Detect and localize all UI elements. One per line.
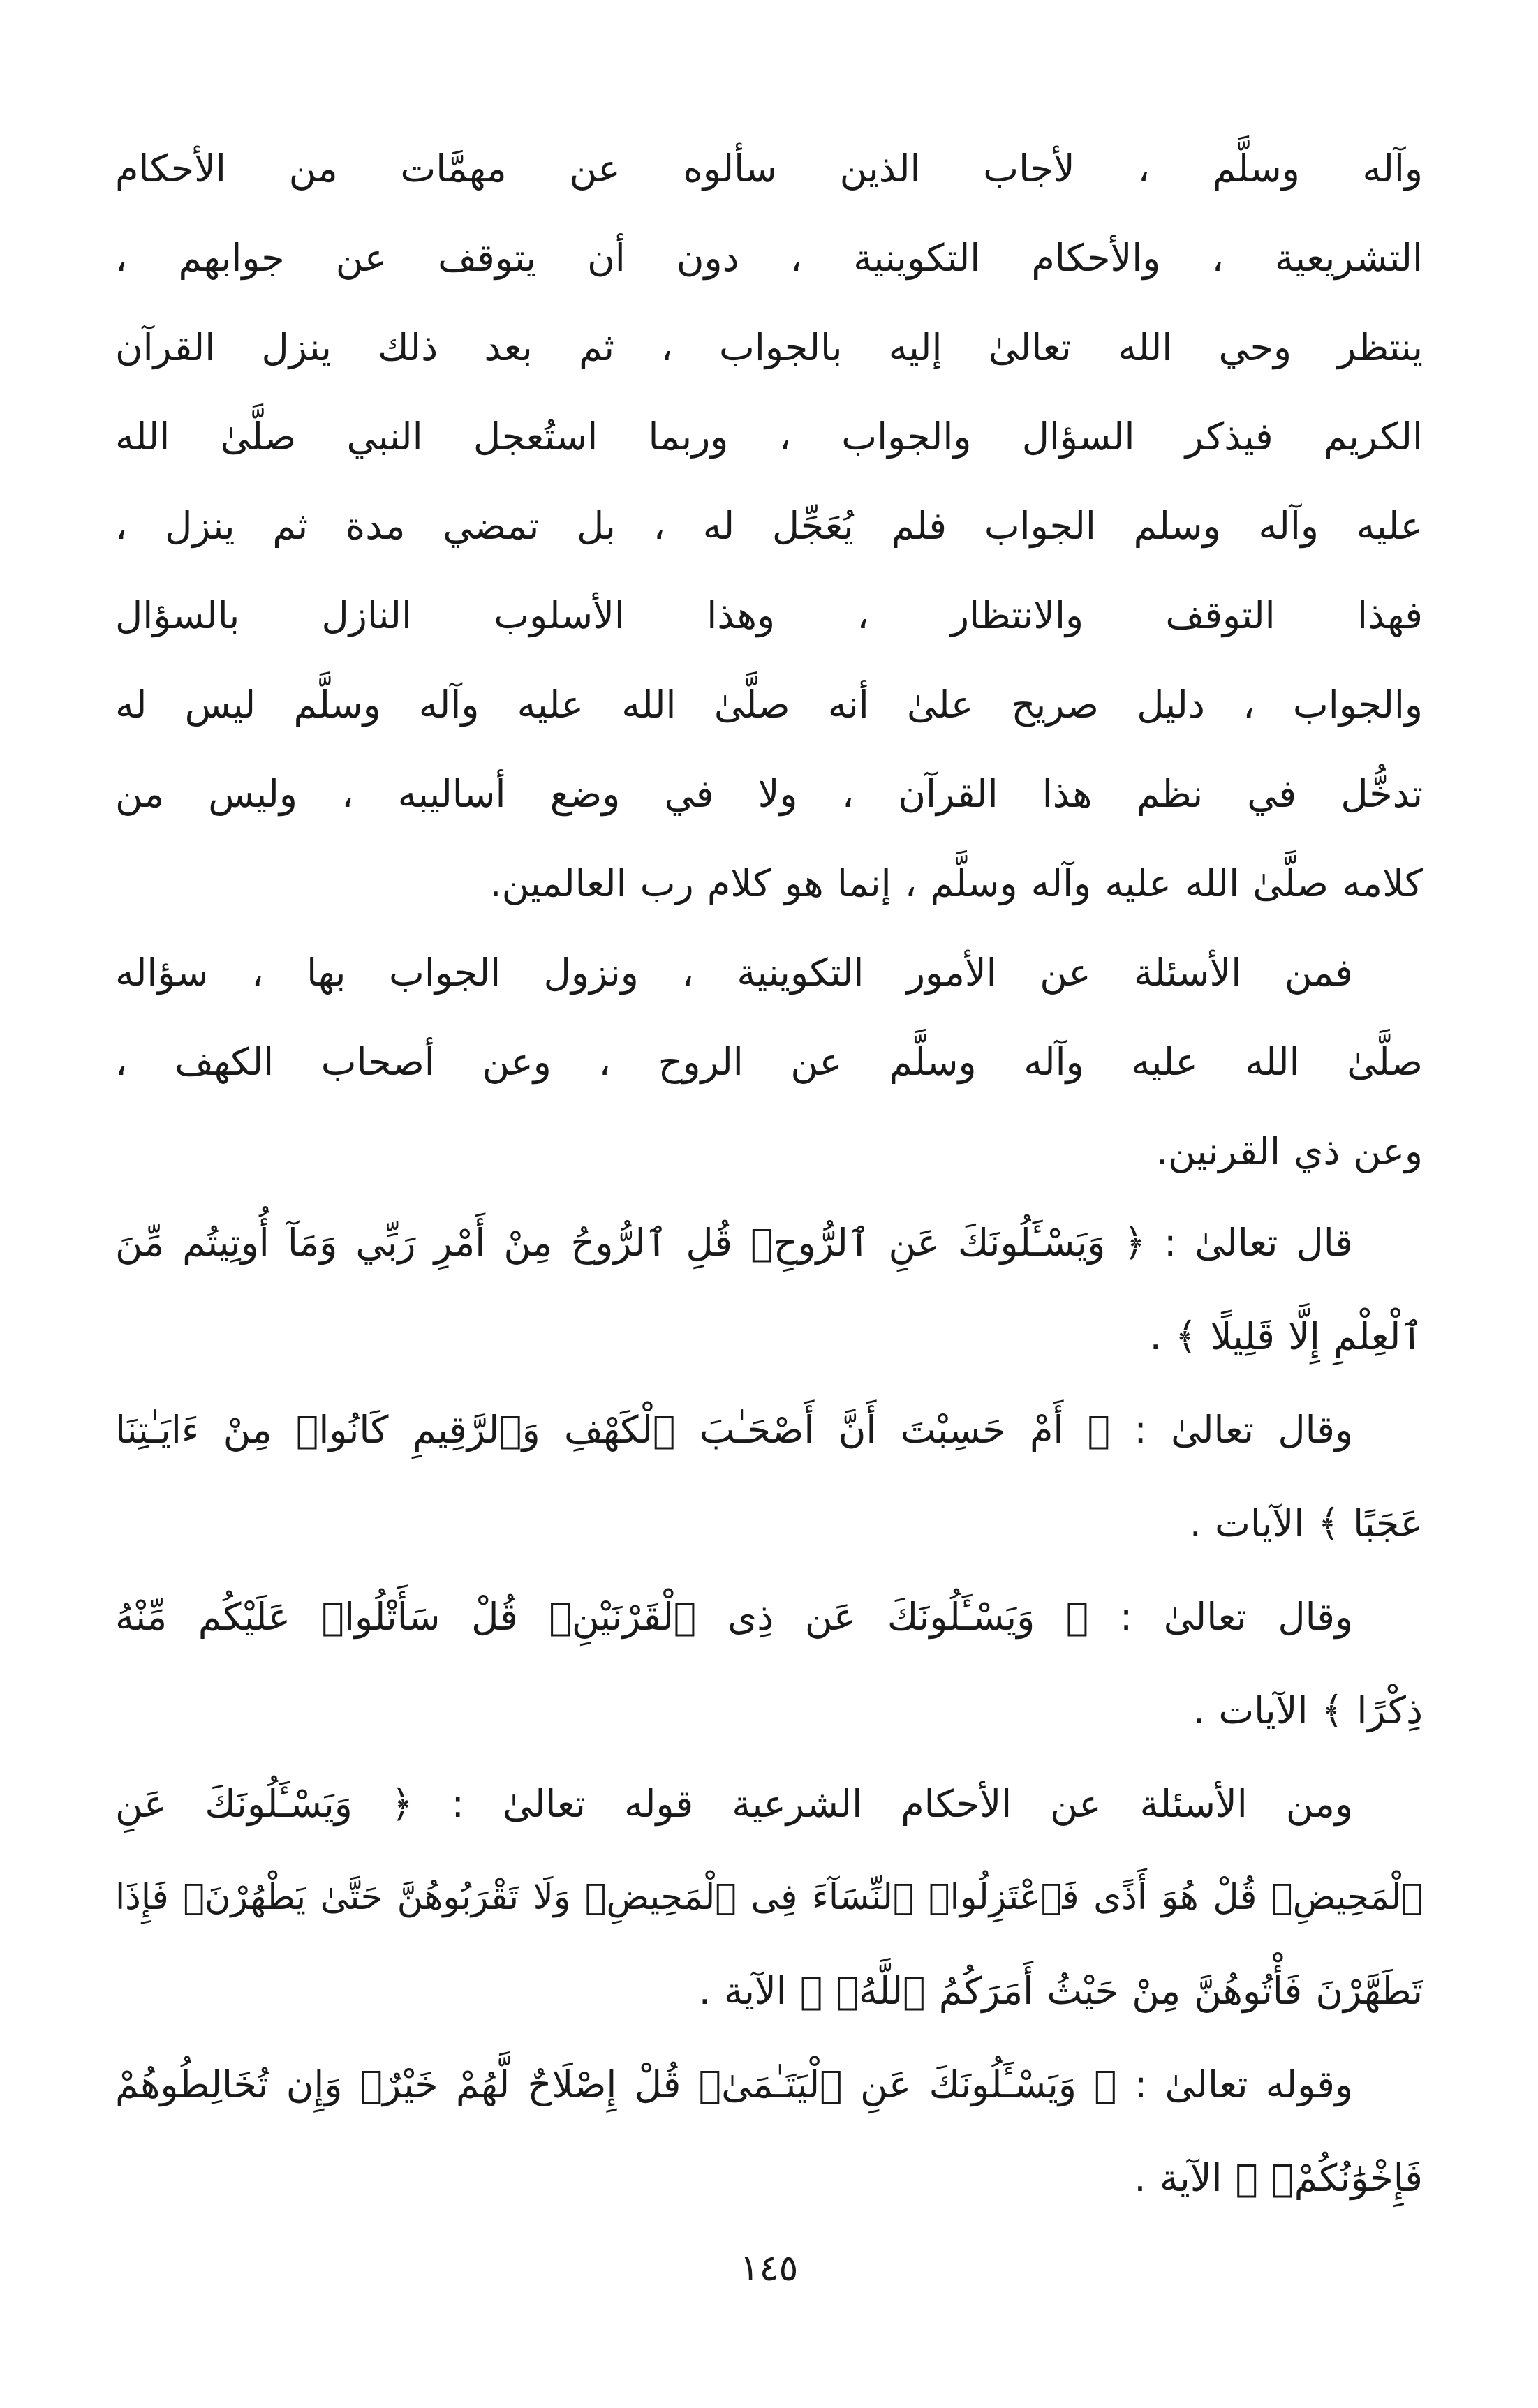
text-line: ينتظر وحي الله تعالىٰ إليه بالجواب ، ثم بعد ذلك ينزل القرآن bbox=[115, 325, 1423, 369]
text-line: وقوله تعالىٰ : ﴿ وَيَسْـَٔلُونَكَ عَنِ ٱلْيَتَـٰمَىٰۖ قُلْ إِصْلَاحٌ لَّهُمْ خَيْرٌۖ وَإِن تُخَالِطُوهُمْ bbox=[115, 2063, 1353, 2106]
text-line: عليه وآله وسلم الجواب فلم يُعَجِّل له ، بل تمضي مدة ثم ينزل ، bbox=[115, 504, 1423, 548]
paragraph bbox=[115, 928, 1423, 1196]
quran-quote-paragraph bbox=[115, 1196, 1423, 1383]
text-line: والجواب ، دليل صريح علىٰ أنه صلَّىٰ الله عليه وآله وسلَّم ليس له bbox=[115, 683, 1423, 727]
text-line: تدخُّل في نظم هذا القرآن ، ولا في وضع أساليبه ، وليس من bbox=[115, 772, 1423, 816]
page-number: ١٤٥ bbox=[739, 2247, 799, 2289]
text-line: فهذا التوقف والانتظار ، وهذا الأسلوب النازل بالسؤال bbox=[115, 593, 1423, 637]
text-line: ٱلْعِلْمِ إِلَّا قَلِيلًا ﴾ . bbox=[1149, 1314, 1423, 1358]
text-line: صلَّىٰ الله عليه وآله وسلَّم عن الروح ، وعن أصحاب الكهف ، bbox=[115, 1040, 1423, 1084]
text-line: عَجَبًا ﴾ الآيات . bbox=[1189, 1501, 1423, 1545]
quran-quote-paragraph bbox=[115, 1757, 1423, 2038]
paragraph bbox=[115, 124, 1423, 928]
text-line: ومن الأسئلة عن الأحكام الشرعية قوله تعالىٰ : ﴿ وَيَسْـَٔلُونَكَ عَنِ bbox=[115, 1782, 1353, 1826]
text-line: قال تعالىٰ : ﴿ وَيَسْـَٔلُونَكَ عَنِ ٱلرُّوحِۖ قُلِ ٱلرُّوحُ مِنْ أَمْرِ رَبِّي وَمَآ أُوتِيتُم مِّنَ bbox=[115, 1221, 1353, 1265]
text-line: وآله وسلَّم ، لأجاب الذين سألوه عن مهمَّات من الأحكام bbox=[115, 147, 1423, 191]
text-line: الكريم فيذكر السؤال والجواب ، وربما استُعجل النبي صلَّىٰ الله bbox=[115, 415, 1423, 459]
quran-quote-paragraph bbox=[115, 2038, 1423, 2225]
text-line: التشريعية ، والأحكام التكوينية ، دون أن يتوقف عن جوابهم ، bbox=[115, 236, 1423, 280]
text-line: ٱلْمَحِيضِۖ قُلْ هُوَ أَذًى فَٱعْتَزِلُوا۟ ٱلنِّسَآءَ فِى ٱلْمَحِيضِۖ وَلَا تَقْرَبُوهُنَّ حَتَّىٰ يَطْهُرْنَۖ فَإِذَا bbox=[115, 1877, 1423, 1918]
text-line: فَإِخْوَٰنُكُمْۚ ﴾ الآية . bbox=[1134, 2156, 1423, 2200]
text-line: وقال تعالىٰ : ﴿ أَمْ حَسِبْتَ أَنَّ أَصْحَـٰبَ ٱلْكَهْفِ وَٱلرَّقِيمِ كَانُوا۟ مِنْ ءَايَـٰتِنَا bbox=[115, 1408, 1353, 1452]
text-line: كلامه صلَّىٰ الله عليه وآله وسلَّم ، إنما هو كلام رب العالمين. bbox=[489, 861, 1423, 905]
text-line: وقال تعالىٰ : ﴿ وَيَسْـَٔلُونَكَ عَن ذِى ٱلْقَرْنَيْنِۖ قُلْ سَأَتْلُوا۟ عَلَيْكُم مِّنْهُ bbox=[115, 1595, 1353, 1639]
text-line: ذِكْرًا ﴾ الآيات . bbox=[1193, 1688, 1423, 1732]
quran-quote-paragraph bbox=[115, 1383, 1423, 1570]
text-line: وعن ذي القرنين. bbox=[1155, 1129, 1423, 1173]
text-line: فمن الأسئلة عن الأمور التكوينية ، ونزول الجواب بها ، سؤاله bbox=[115, 951, 1353, 995]
quran-quote-paragraph bbox=[115, 1570, 1423, 1757]
text-line: تَطَهَّرْنَ فَأْتُوهُنَّ مِنْ حَيْثُ أَمَرَكُمُ ٱللَّهُۚ ﴾ الآية . bbox=[698, 1969, 1423, 2013]
text-body bbox=[115, 124, 1423, 2225]
